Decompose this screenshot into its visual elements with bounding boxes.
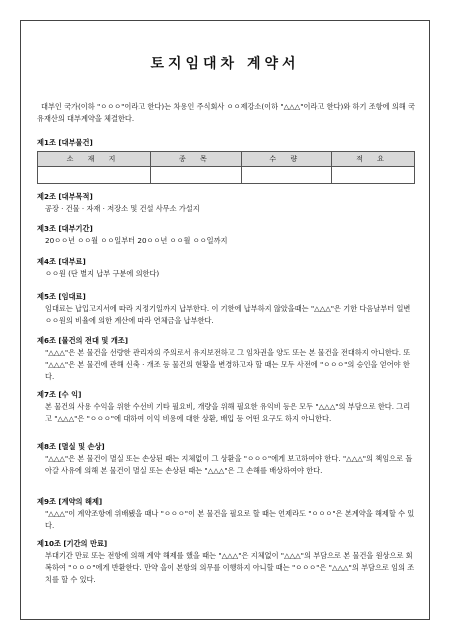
table-header-row <box>38 152 415 167</box>
table-cell <box>241 167 331 184</box>
article-1 <box>37 137 415 184</box>
document-title: 토지임대차 계약서 <box>150 56 300 72</box>
article-9-title: 제9조 [계약의 해제] <box>37 497 103 506</box>
article-3 <box>37 223 415 247</box>
intro-paragraph: 대부인 국가(이하 "ㅇㅇㅇ"이라고 한다)는 차용인 주식회사 ㅇㅇ제강소(이하 "△△△"이라고 한다)와 하기 조항에 의해 국유재산의 대부계약을 체결한다. <box>37 102 415 123</box>
article-10-body: 부대기간 만료 또는 전항에 의해 계약 해제를 했을 때는 "△△△"은 지체없이 "△△△"의 부담으로 본 물건을 원상으로 회복하여 "ㅇㅇㅇ"에게 반환한다. 만약 을이 본항의 의무를 이행하지 아니할 때는 "ㅇㅇㅇ"은 "△△△"의 부담으로 임의 조치를 할 수 있다. <box>45 551 415 584</box>
article-2-title: 제2조 [대부목적] <box>37 192 93 201</box>
table-row <box>38 167 415 184</box>
article-8-body: "△△△"은 본 물건이 멸실 또는 손상된 때는 지체없이 그 상환을 "ㅇㅇㅇ"에게 보고하여야 한다. "△△△"의 책임으로 돌아갈 사유에 의해 본 물건이 멸실 또는 손상된 때는 "△△△"은 그 손해를 배상하여야 한다. <box>45 454 413 475</box>
article-8 <box>37 441 415 477</box>
header-remarks: 적 요 <box>332 152 415 167</box>
article-6-body: "△△△"은 본 물건을 선량한 관리자의 주의로서 유지보전하고 그 임차권을 양도 또는 본 물건을 전대하지 아니한다. 또 "△△△"은 본 물건에 관해 신축 · 개조 등 물건의 현황을 변경하고자 할 때는 모두 사전에 "ㅇㅇㅇ"의 승인을 얻어야 한다. <box>45 348 411 381</box>
header-location: 소 재 지 <box>38 152 151 167</box>
header-quantity: 수 량 <box>241 152 331 167</box>
article-9 <box>37 496 415 532</box>
article-8-title: 제8조 [멸실 및 손상] <box>37 442 105 451</box>
article-2-body: 공장 · 건물 · 자재 · 저장소 및 건설 사무소 가설지 <box>45 204 200 213</box>
article-7-body: 본 물건의 사용 수익을 위한 수선비 기타 필요비, 개량을 위해 필요한 유익비 등은 모두 "△△△"의 부담으로 한다. 그리고 "△△△"은 "ㅇㅇㅇ"에 대하여 이익 비용에 대한 상환, 배입 등 어떤 요구도 하지 아니한다. <box>45 402 411 423</box>
article-5-title: 제5조 [임대료] <box>37 292 86 301</box>
article-3-body: 20ㅇㅇ년 ㅇㅇ월 ㅇㅇ일부터 20ㅇㅇ년 ㅇㅇ월 ㅇㅇ일까지 <box>45 236 228 245</box>
article-6-title: 제6조 [물건의 전대 및 개조] <box>37 336 129 345</box>
table-cell <box>332 167 415 184</box>
table-cell <box>151 167 241 184</box>
article-4 <box>37 256 415 280</box>
article-10-title: 제10조 [기간의 만료] <box>37 539 108 548</box>
article-9-body: "△△△"이 계약조항에 위배됐을 때나 "ㅇㅇㅇ"이 본 물건을 필요로 할 때는 언제라도 "ㅇㅇㅇ"은 본계약을 해제할 수 있다. <box>45 509 415 530</box>
article-1-title: 제1조 [대부물건] <box>37 138 93 147</box>
header-category: 종 목 <box>151 152 241 167</box>
article-5 <box>37 291 415 327</box>
article-3-title: 제3조 [대부기간] <box>37 224 93 233</box>
article-7 <box>37 389 415 425</box>
article-4-body: ㅇㅇ원 (단 별지 납부 구분에 의한다) <box>45 269 160 278</box>
article-7-title: 제7조 [수 익] <box>37 390 82 399</box>
article-10 <box>37 538 415 586</box>
contract-page <box>20 20 430 620</box>
article-6 <box>37 335 415 383</box>
article-4-title: 제4조 [대부료] <box>37 257 86 266</box>
article-5-body: 임대료는 납입고지서에 따라 지정기일까지 납부한다. 이 기한에 납부하지 않았을때는 "△△△"은 기한 다음날부터 일변 ㅇㅇ원의 비율에 의한 계산에 따라 연체금을 납부한다. <box>45 304 411 325</box>
table-cell <box>38 167 151 184</box>
leased-property-table <box>37 151 415 184</box>
article-2 <box>37 191 415 215</box>
